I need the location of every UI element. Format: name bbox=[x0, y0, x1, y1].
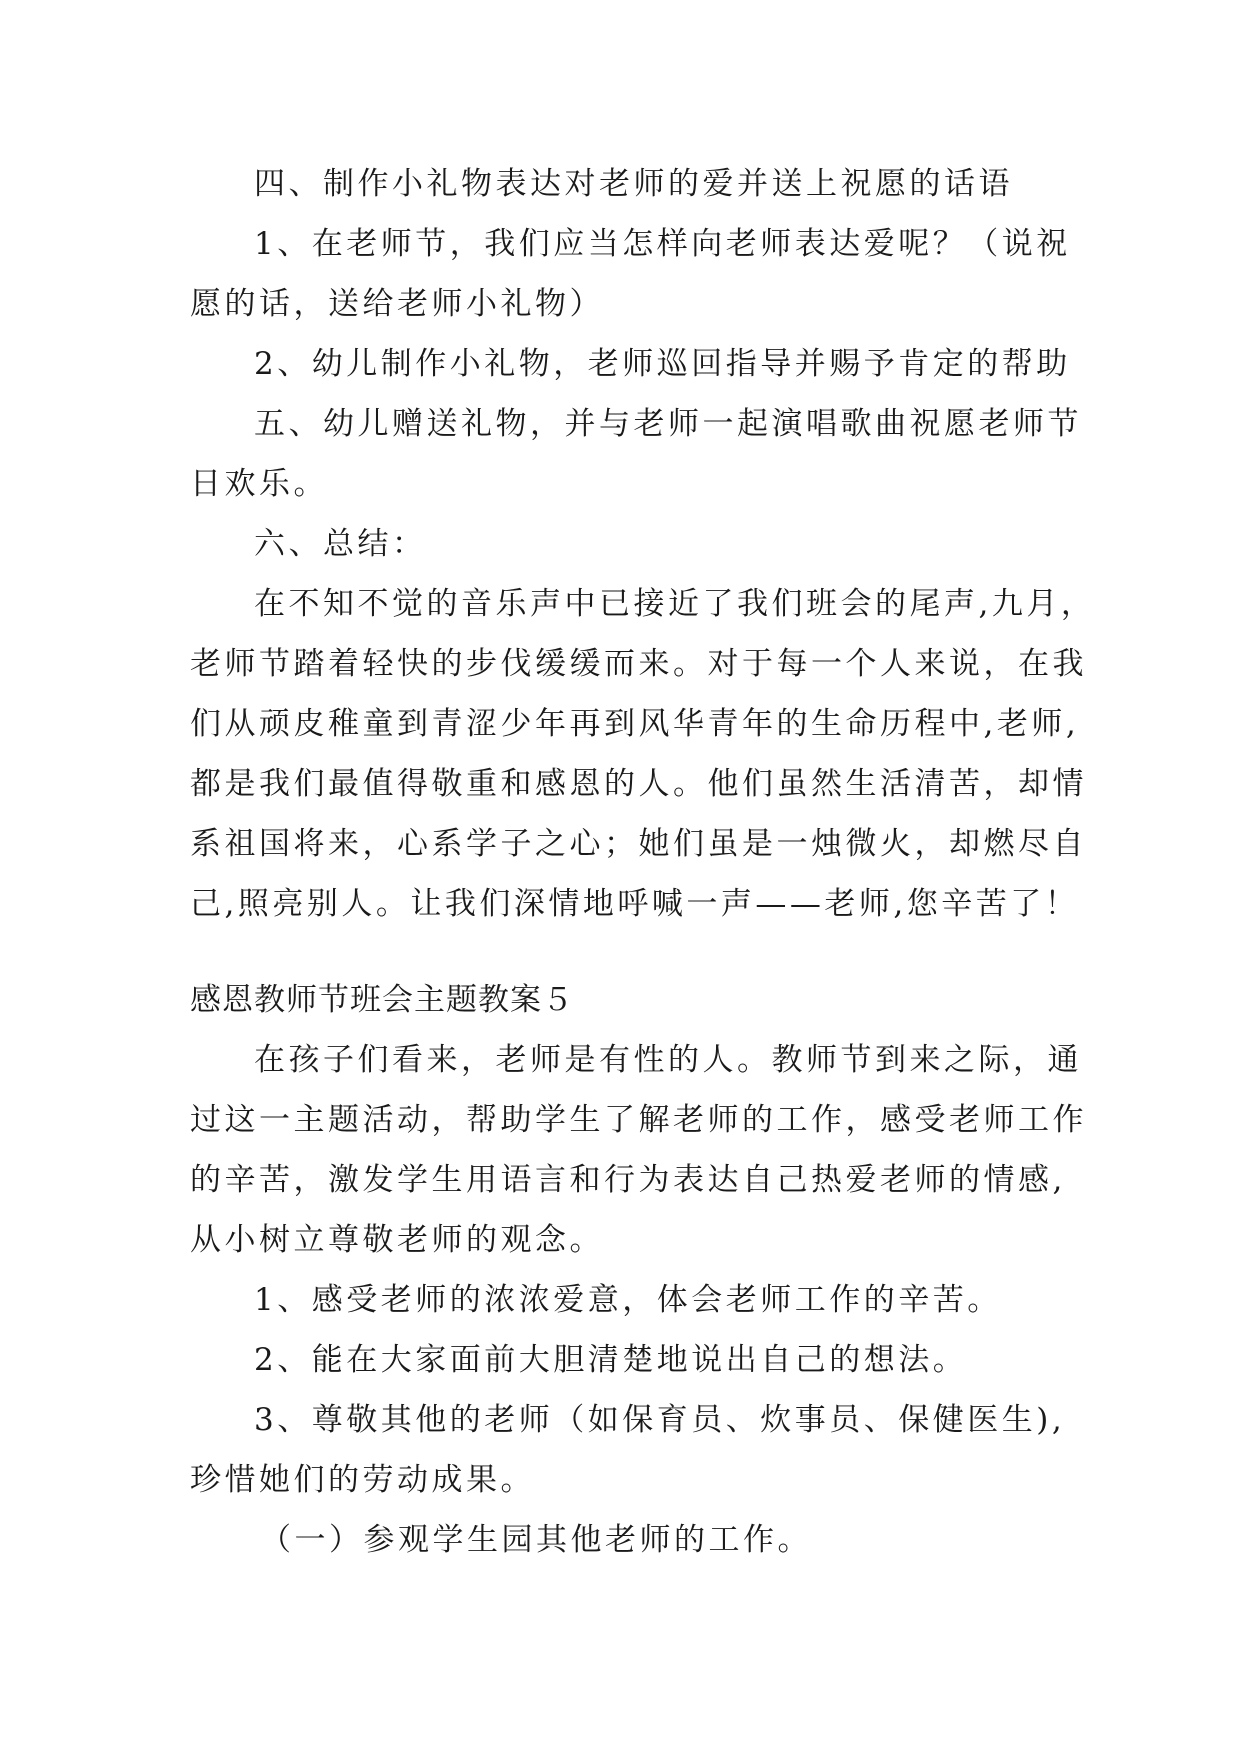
section-title: 感恩教师节班会主题教案５ bbox=[190, 982, 574, 1018]
summary-line: 系祖国将来，心系学子之心；她们虽是一烛微火，却燃尽自 bbox=[190, 826, 1087, 862]
activity-step-one: （一）参观学生园其他老师的工作。 bbox=[260, 1522, 812, 1558]
goal-item-2: 2、能在大家面前大胆清楚地说出自己的想法。 bbox=[254, 1342, 968, 1378]
section-lesson-plan-5 bbox=[190, 970, 1087, 1570]
step-four-heading: 四、制作小礼物表达对老师的爱并送上祝愿的话语 bbox=[254, 166, 1013, 202]
intro-line: 过这一主题活动，帮助学生了解老师的工作，感受老师工作 bbox=[190, 1102, 1087, 1138]
summary-line: 们从顽皮稚童到青涩少年再到风华青年的生命历程中,老师, bbox=[190, 706, 1080, 742]
step-five-heading: 五、幼儿赠送礼物，并与老师一起演唱歌曲祝愿老师节 bbox=[254, 406, 1082, 442]
step-six-heading: 六、总结： bbox=[254, 526, 427, 562]
paragraph-line: 1、在老师节，我们应当怎样向老师表达爱呢？（说祝 bbox=[254, 226, 1071, 262]
goal-item-3-cont: 珍惜她们的劳动成果。 bbox=[190, 1462, 535, 1498]
summary-line: 己,照亮别人。让我们深情地呼喊一声——老师,您辛苦了！ bbox=[190, 886, 1080, 922]
intro-line: 的辛苦，激发学生用语言和行为表达自己热爱老师的情感, bbox=[190, 1162, 1066, 1198]
goal-item-3: 3、尊敬其他的老师（如保育员、炊事员、保健医生), bbox=[254, 1402, 1066, 1438]
goal-item-1: 1、感受老师的浓浓爱意，体会老师工作的辛苦。 bbox=[254, 1282, 1002, 1318]
paragraph-line: 愿的话，送给老师小礼物） bbox=[190, 286, 604, 322]
intro-line: 在孩子们看来，老师是有性的人。教师节到来之际，通 bbox=[254, 1042, 1082, 1078]
paragraph-line: 日欢乐。 bbox=[190, 466, 328, 502]
summary-line: 都是我们最值得敬重和感恩的人。他们虽然生活清苦，却情 bbox=[190, 766, 1087, 802]
section-activities bbox=[190, 154, 1096, 934]
summary-line: 老师节踏着轻快的步伐缓缓而来。对于每一个人来说，在我 bbox=[190, 646, 1087, 682]
paragraph-line: 2、幼儿制作小礼物，老师巡回指导并赐予肯定的帮助 bbox=[254, 346, 1071, 382]
intro-line: 从小树立尊敬老师的观念。 bbox=[190, 1222, 604, 1258]
summary-line: 在不知不觉的音乐声中已接近了我们班会的尾声,九月， bbox=[254, 586, 1096, 622]
